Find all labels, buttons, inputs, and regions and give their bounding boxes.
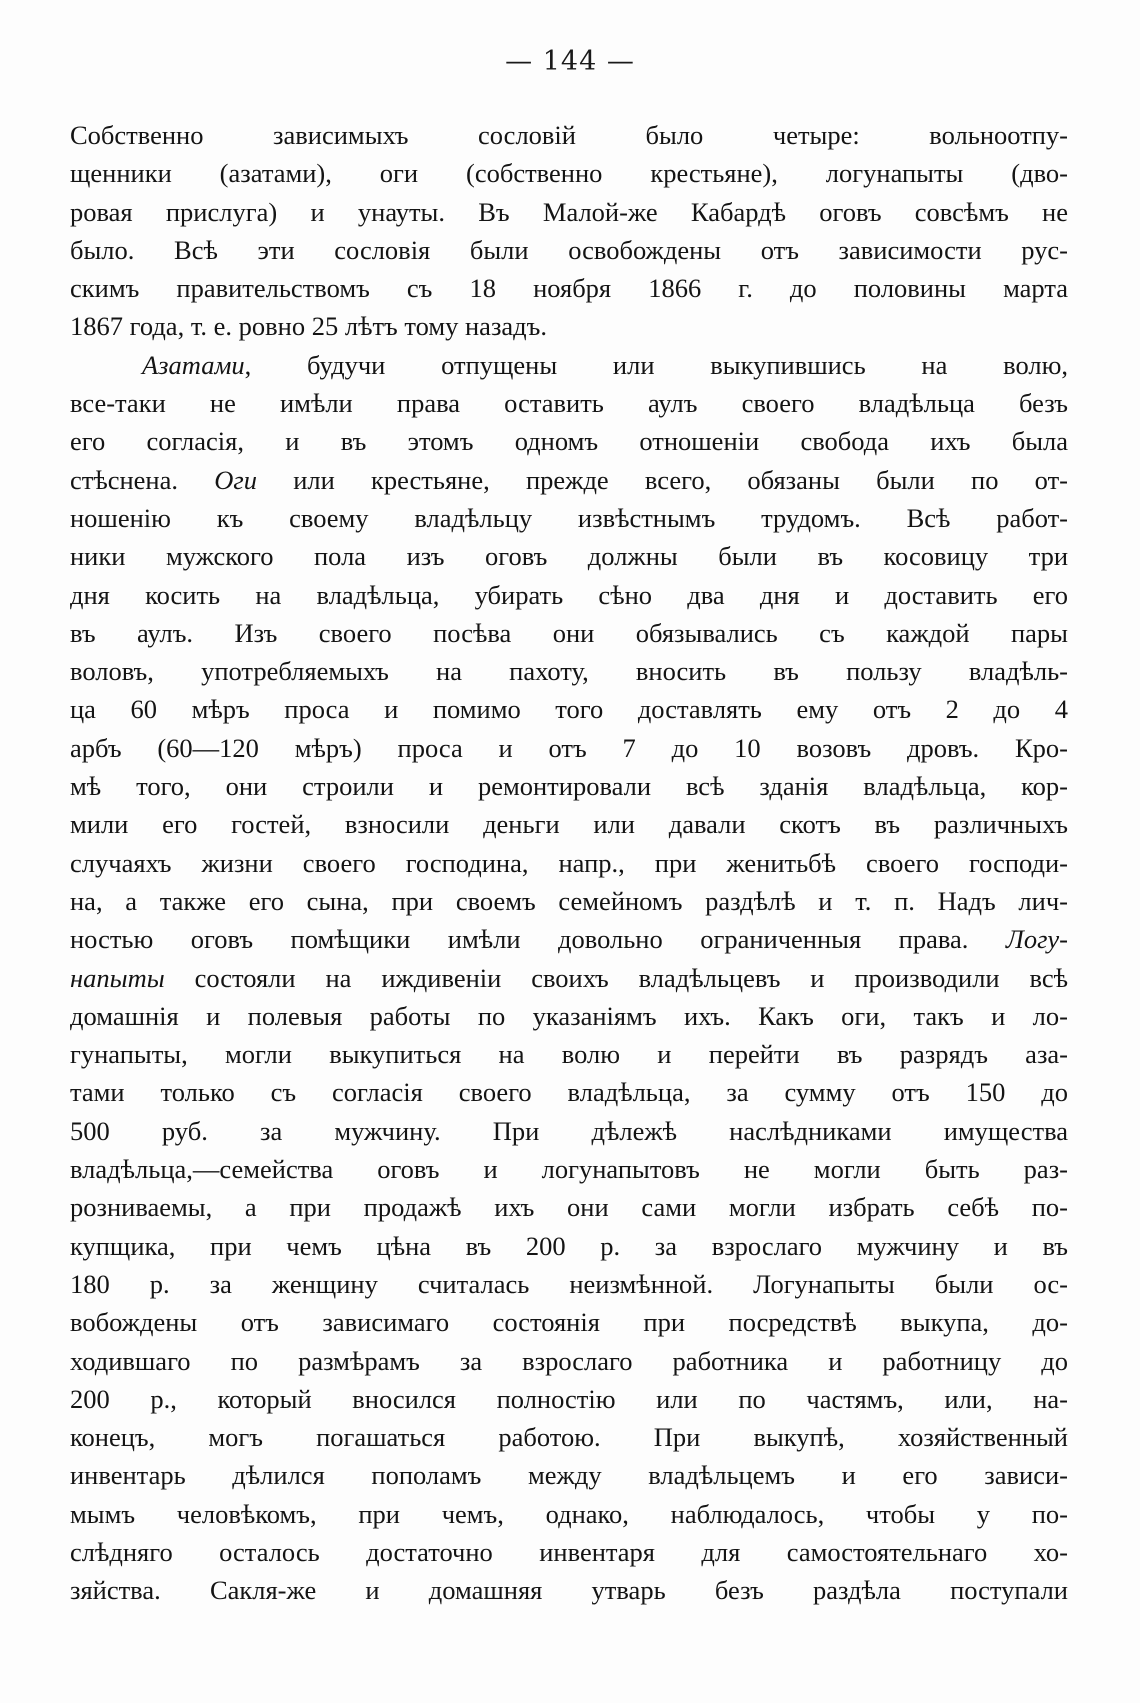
page-body-text [70,116,1068,1610]
text-line: ностью оговъ помѣщики имѣли довольно ограниченныя права. Логу- [70,924,1068,955]
text-line: Собственно зависимыхъ сословій было четыре: вольноотпу- [70,120,1068,150]
text-line: ношенію къ своему владѣльцу извѣстнымъ трудомъ. Всѣ работ- [70,502,1068,533]
text-line: 500 руб. за мужчину. При дѣлежѣ наслѣдниками имущества [70,1115,1068,1146]
text-line: конецъ, могъ погашаться работою. При выкупѣ, хозяйственный [70,1422,1068,1453]
text-line: было. Всѣ эти сословія были освобождены отъ зависимости рус- [70,234,1068,265]
text-line: щенники (азатами), оги (собственно крестьяне), логунапыты (дво- [70,158,1068,189]
text-line: тами только съ согласія своего владѣльца, за сумму отъ 150 до [70,1077,1068,1108]
text-line: розниваемы, а при продажѣ ихъ они сами могли избрать себѣ по- [70,1192,1068,1223]
text-line: вобождены отъ зависимаго состоянія при посредствѣ выкупа, до- [70,1307,1068,1338]
text-line: гунапыты, могли выкупиться на волю и перейти въ разрядъ аза- [70,1039,1068,1070]
text-line: ники мужского пола изъ оговъ должны были въ косовицу три [70,541,1068,572]
text-line: ровая прислуга) и унауты. Въ Малой-же Кабардѣ оговъ совсѣмъ не [70,196,1068,227]
text-line: въ аулъ. Изъ своего посѣва они обязывались съ каждой пары [70,617,1068,648]
text-line: домашнія и полевыя работы по указаніямъ ихъ. Какъ оги, такъ и ло- [70,1000,1068,1031]
text-line: мымъ человѣкомъ, при чемъ, однако, наблюдалось, чтобы у по- [70,1498,1068,1529]
text-line: все-таки не имѣли права оставить аулъ своего владѣльца безъ [70,388,1068,419]
text-line: инвентарь дѣлился пополамъ между владѣльцемъ и его зависи- [70,1460,1068,1491]
text-line: мѣ того, они строили и ремонтировали всѣ зданія владѣльца, кор- [70,771,1068,802]
italic-term: напыты [70,962,165,993]
italic-term: Азатами [142,349,245,380]
text-line: напыты состояли на иждивеніи своихъ владѣльцевъ и производили всѣ [70,962,1068,993]
text-line: воловъ, употребляемыхъ на пахоту, вносить въ пользу владѣль- [70,656,1068,687]
text-line: мили его гостей, взносили деньги или давали скотъ въ различныхъ [70,809,1068,840]
text-line: 180 р. за женщину считалась неизмѣнной. Логунапыты были ос- [70,1268,1068,1299]
text-line: его согласія, и въ этомъ одномъ отношеніи свобода ихъ была [70,426,1068,457]
text-line: дня косить на владѣльца, убирать сѣно два дня и доставить его [70,579,1068,610]
text-line: 200 р., который вносился полностію или по частямъ, или, на- [70,1383,1068,1414]
text-line: 1867 года, т. е. ровно 25 лѣтъ тому назадъ. [70,311,547,342]
text-line: на, а также его сына, при своемъ семейномъ раздѣлѣ и т. п. Надъ лич- [70,885,1068,916]
text-line: слѣдняго осталось достаточно инвентаря для самостоятельнаго хо- [70,1536,1068,1567]
text-line: скимъ правительствомъ съ 18 ноября 1866 г. до половины марта [70,273,1068,304]
text-line: ца 60 мѣръ проса и помимо того доставлять ему отъ 2 до 4 [70,694,1068,725]
text-line: зяйства. Сакля-же и домашняя утварь безъ раздѣла поступали [70,1575,1068,1606]
text-line: ходившаго по размѣрамъ за взрослаго работника и работницу до [70,1345,1068,1376]
text-line: арбъ (60—120 мѣръ) проса и отъ 7 до 10 возовъ дровъ. Кро- [70,732,1068,763]
text-line: купщика, при чемъ цѣна въ 200 р. за взрослаго мужчину и въ [70,1230,1068,1261]
text-line: владѣльца,—семейства оговъ и логунапытовъ не могли быть раз- [70,1154,1068,1185]
text-line: стѣснена. Оги или крестьяне, прежде всего, обязаны были по от- [70,464,1068,495]
page-number: — 144 — [505,46,635,77]
text-line: Азатами, будучи отпущены или выкупившись на волю, [142,349,1068,380]
text-line: случаяхъ жизни своего господина, напр., при женитьбѣ своего господи- [70,847,1068,878]
italic-term: Оги [214,464,257,495]
italic-term: Логу- [1005,924,1068,955]
